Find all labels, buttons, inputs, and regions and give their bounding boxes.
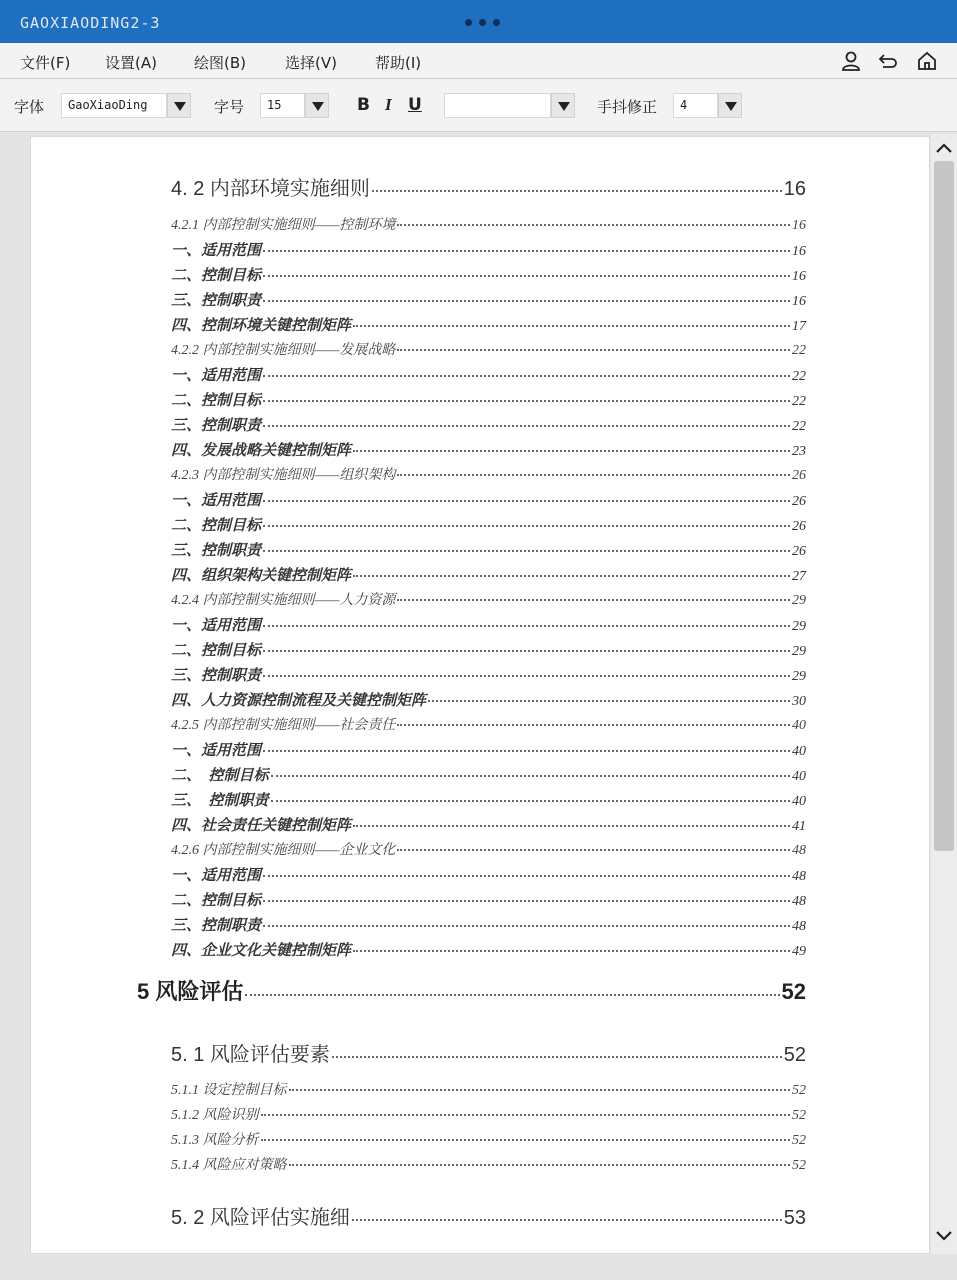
toc-entry-title: 四、发展战略关键控制矩阵: [171, 443, 352, 459]
toc-dot-leader: [261, 1114, 791, 1116]
toc-entry-title: 三、 控制职责: [171, 793, 269, 809]
toc-dot-leader: [263, 675, 790, 677]
toc-entry[interactable]: [171, 889, 806, 911]
toc-entry[interactable]: [171, 814, 806, 836]
toc-entry-title: 一、适用范围: [171, 368, 262, 384]
toc-dot-leader: [397, 224, 790, 226]
toc-dot-leader: [397, 474, 790, 476]
size-dropdown-icon[interactable]: [305, 93, 329, 118]
toc-dot-leader: [263, 650, 790, 652]
toc-entry[interactable]: [171, 264, 806, 286]
toc-entry-title: 5.1.3 风险分析: [171, 1133, 259, 1148]
toc-entry[interactable]: [171, 764, 806, 786]
toc-entry-page: 52: [792, 1133, 806, 1148]
toc-dot-leader: [271, 800, 790, 802]
toc-dot-leader: [263, 500, 790, 502]
toc-entry-page: 41: [792, 819, 806, 834]
toc-entry-title: 4.2.5 内部控制实施细则——社会责任: [171, 718, 396, 733]
toc-entry[interactable]: [171, 464, 806, 486]
toc-entry-title: 三、控制职责: [171, 668, 262, 684]
toc-entry-page: 40: [792, 744, 806, 759]
menu-select[interactable]: 选择(V): [285, 54, 337, 72]
toc-entry-page: 49: [792, 944, 806, 959]
toc-entry-title: 4.2.3 内部控制实施细则——组织架构: [171, 468, 396, 483]
toc-entry-page: 53: [783, 1207, 806, 1229]
toc-entry[interactable]: [171, 514, 806, 536]
menu-file[interactable]: 文件(F): [20, 54, 71, 72]
toc-dot-leader: [263, 875, 790, 877]
toc-entry[interactable]: [171, 339, 806, 361]
font-value: GaoXiaoDing: [68, 98, 148, 112]
color-dropdown-icon[interactable]: [551, 93, 575, 118]
toc-entry[interactable]: [171, 714, 806, 736]
toc-entry[interactable]: [171, 614, 806, 636]
toc-entry[interactable]: [171, 239, 806, 261]
toc-entry-page: 26: [792, 544, 806, 559]
toc-entry-title: 二、控制目标: [171, 393, 262, 409]
title-bar: [0, 0, 957, 43]
size-value: 15: [267, 98, 282, 112]
toc-entry[interactable]: [137, 975, 806, 1005]
toc-entry[interactable]: [171, 739, 806, 761]
toc-entry-page: 17: [792, 319, 806, 334]
undo-icon[interactable]: [877, 50, 899, 72]
toc-entry[interactable]: [171, 1154, 806, 1176]
toc-entry[interactable]: [171, 1104, 806, 1126]
toc-entry-title: 四、人力资源控制流程及关键控制矩阵: [171, 693, 427, 709]
toc-dot-leader: [353, 825, 790, 827]
toc-dot-leader: [428, 700, 790, 702]
font-select[interactable]: [61, 93, 167, 118]
color-select[interactable]: [444, 93, 551, 118]
toc-entry[interactable]: [171, 914, 806, 936]
scroll-up-icon[interactable]: [933, 138, 955, 158]
toc-dot-leader: [263, 625, 790, 627]
toc-dot-leader: [289, 1164, 791, 1166]
toc-dot-leader: [263, 300, 790, 302]
toc-dot-leader: [263, 550, 790, 552]
toc-dot-leader: [263, 400, 790, 402]
home-icon[interactable]: [916, 50, 938, 72]
toc-dot-leader: [263, 925, 790, 927]
toc-entry-title: 三、控制职责: [171, 918, 262, 934]
toc-dot-leader: [397, 724, 790, 726]
toc-entry-title: 四、组织架构关键控制矩阵: [171, 568, 352, 584]
toc-entry-title: 三、控制职责: [171, 418, 262, 434]
toc-entry[interactable]: [171, 564, 806, 586]
toc-dot-leader: [245, 994, 779, 996]
toc-entry-page: 29: [792, 669, 806, 684]
bold-button[interactable]: B: [357, 95, 370, 115]
toc-entry[interactable]: [171, 314, 806, 336]
tremor-select[interactable]: [673, 93, 718, 118]
toc-dot-leader: [397, 849, 790, 851]
toc-entry-page: 40: [792, 769, 806, 784]
toc-entry[interactable]: [171, 1038, 806, 1068]
toc-entry-page: 27: [792, 569, 806, 584]
toc-dot-leader: [263, 275, 790, 277]
toc-entry-title: 一、适用范围: [171, 868, 262, 884]
toc-entry-title: 二、 控制目标: [171, 768, 269, 784]
toc-entry[interactable]: [171, 839, 806, 861]
toc-entry-title: 三、控制职责: [171, 293, 262, 309]
toc-entry[interactable]: [171, 689, 806, 711]
tremor-label: 手抖修正: [597, 98, 658, 116]
toc-dot-leader: [289, 1089, 791, 1091]
scrollbar-thumb[interactable]: [934, 161, 954, 851]
toc-entry[interactable]: [171, 389, 806, 411]
toc-entry-title: 二、控制目标: [171, 643, 262, 659]
toc-entry-page: 22: [792, 369, 806, 384]
toc-entry[interactable]: [171, 364, 806, 386]
toc-entry-page: 16: [792, 269, 806, 284]
toc-entry-page: 16: [792, 294, 806, 309]
tremor-value: 4: [680, 98, 688, 112]
toc-entry[interactable]: [171, 789, 806, 811]
menu-settings[interactable]: 设置(A): [105, 54, 157, 72]
toc-dot-leader: [263, 525, 790, 527]
toc-entry[interactable]: [171, 414, 806, 436]
toc-entry[interactable]: [171, 864, 806, 886]
toc-entry-title: 四、社会责任关键控制矩阵: [171, 818, 352, 834]
toc-entry-page: 30: [792, 694, 806, 709]
toc-dot-leader: [263, 375, 790, 377]
tremor-dropdown-icon[interactable]: [718, 93, 742, 118]
toc-dot-leader: [263, 750, 790, 752]
toc-entry[interactable]: [171, 589, 806, 611]
toc-entry-page: 26: [792, 468, 806, 483]
toc-entry-title: 一、适用范围: [171, 618, 262, 634]
toc-entry-page: 23: [792, 444, 806, 459]
toc-dot-leader: [332, 1056, 782, 1058]
toc-dot-leader: [397, 349, 790, 351]
scroll-down-icon[interactable]: [933, 1226, 955, 1246]
toc-entry-page: 52: [792, 1083, 806, 1098]
toc-dot-leader: [353, 325, 790, 327]
document-page[interactable]: [30, 136, 930, 1254]
toc-entry-title: 二、控制目标: [171, 268, 262, 284]
toc-dot-leader: [353, 450, 790, 452]
toc-dot-leader: [271, 775, 790, 777]
toc-entry-title: 4.2.4 内部控制实施细则——人力资源: [171, 593, 396, 608]
toc-entry-title: 5. 1 风险评估要素: [171, 1044, 330, 1066]
toc-entry-title: 二、控制目标: [171, 893, 262, 909]
toc-entry-title: 二、控制目标: [171, 518, 262, 534]
italic-button[interactable]: I: [385, 95, 392, 114]
toc-entry[interactable]: [171, 939, 806, 961]
toc-entry-page: 29: [792, 593, 806, 608]
menu-draw[interactable]: 绘图(B): [194, 54, 246, 72]
toc-dot-leader: [352, 1219, 782, 1221]
size-select[interactable]: [260, 93, 305, 118]
toc-dot-leader: [353, 950, 790, 952]
size-label: 字号: [214, 98, 245, 116]
toc-entry-title: 四、企业文化关键控制矩阵: [171, 943, 352, 959]
toc-entry[interactable]: [171, 639, 806, 661]
app-title: GAOXIAODING2-3: [20, 14, 161, 32]
toc-entry-page: 48: [792, 919, 806, 934]
toc-entry-title: 5. 2 风险评估实施细: [171, 1207, 350, 1229]
toc-entry[interactable]: [171, 1079, 806, 1101]
toc-entry-title: 4.2.2 内部控制实施细则——发展战略: [171, 343, 396, 358]
format-toolbar: [0, 79, 957, 132]
toc-entry-title: 5.1.1 设定控制目标: [171, 1083, 287, 1098]
toc-entry[interactable]: [171, 664, 806, 686]
toc-dot-leader: [353, 575, 790, 577]
toc-entry[interactable]: [171, 1129, 806, 1151]
toc-entry-title: 5.1.2 风险识别: [171, 1108, 259, 1123]
toc-entry-page: 29: [792, 619, 806, 634]
menu-help[interactable]: 帮助(I): [375, 54, 422, 72]
toc-dot-leader: [263, 425, 790, 427]
toc-entry-title: 4.2.6 内部控制实施细则——企业文化: [171, 843, 396, 858]
toc-entry-page: 52: [792, 1158, 806, 1173]
toc-entry-title: 四、控制环境关键控制矩阵: [171, 318, 352, 334]
toc-entry[interactable]: [171, 172, 806, 202]
toc-entry[interactable]: [171, 289, 806, 311]
toc-entry-page: 22: [792, 343, 806, 358]
toc-entry-page: 40: [792, 718, 806, 733]
toc-entry-page: 48: [792, 869, 806, 884]
toc-entry-page: 26: [792, 519, 806, 534]
toc-entry-title: 一、适用范围: [171, 743, 262, 759]
toc-entry-title: 5 风险评估: [137, 979, 244, 1004]
toc-entry-page: 48: [792, 843, 806, 858]
toc-entry-page: 16: [792, 244, 806, 259]
menu-bar: [0, 43, 957, 79]
toc-entry-title: 4.2.1 内部控制实施细则——控制环境: [171, 218, 396, 233]
toc-entry-page: 22: [792, 394, 806, 409]
toc-dot-leader: [397, 599, 790, 601]
vertical-scrollbar[interactable]: [931, 134, 957, 1254]
toc-entry[interactable]: [171, 214, 806, 236]
toc-entry-page: 48: [792, 894, 806, 909]
toc-entry-page: 52: [783, 1044, 806, 1066]
toc-dot-leader: [372, 190, 782, 192]
toc-dot-leader: [263, 250, 790, 252]
toc-entry[interactable]: [171, 539, 806, 561]
toc-entry-page: 52: [792, 1108, 806, 1123]
toc-entry-title: 三、控制职责: [171, 543, 262, 559]
toc-entry[interactable]: [171, 439, 806, 461]
toc-entry[interactable]: [171, 489, 806, 511]
font-dropdown-icon[interactable]: [167, 93, 191, 118]
toc-entry-title: 5.1.4 风险应对策略: [171, 1158, 287, 1173]
toc-dot-leader: [263, 900, 790, 902]
toc-entry-page: 16: [792, 218, 806, 233]
font-label: 字体: [14, 98, 45, 116]
toc-dot-leader: [261, 1139, 791, 1141]
toc-entry-title: 一、适用范围: [171, 243, 262, 259]
toc-entry-title: 4. 2 内部环境实施细则: [171, 178, 370, 200]
toc-entry[interactable]: [171, 1201, 806, 1231]
window-more-icon[interactable]: [465, 19, 500, 26]
toc-entry-page: 29: [792, 644, 806, 659]
user-icon[interactable]: [840, 50, 862, 72]
toc-entry-page: 52: [781, 979, 806, 1004]
toc-entry-page: 26: [792, 494, 806, 509]
toc-entry-page: 22: [792, 419, 806, 434]
toc-entry-page: 16: [783, 178, 806, 200]
toc-entry-title: 一、适用范围: [171, 493, 262, 509]
underline-button[interactable]: U: [408, 95, 422, 115]
toc-entry-page: 40: [792, 794, 806, 809]
